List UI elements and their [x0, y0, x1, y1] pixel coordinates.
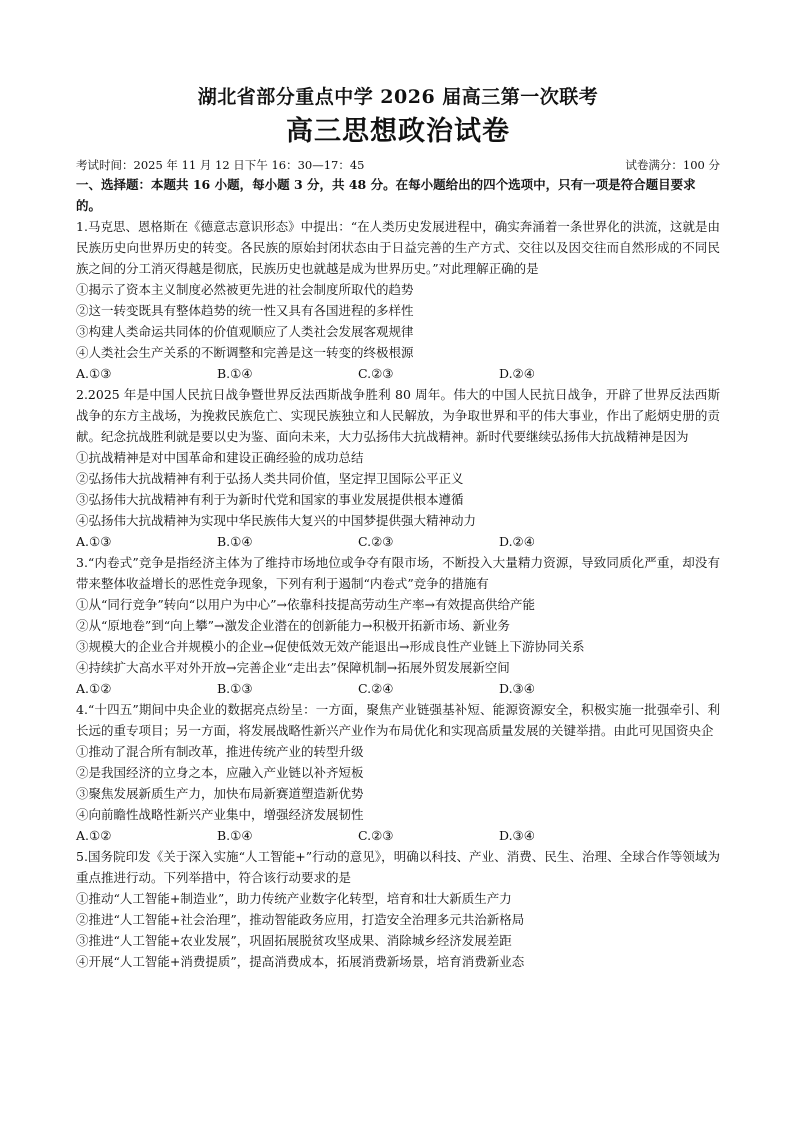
- question-stem: 3.“内卷式”竞争是指经济主体为了维持市场地位或争夺有限市场，不断投入大量精力资源，导致同质化严重，却没有带来整体收益增长的恶性竞争现象，下列有利于遏制“内卷式”竞争的措施有: [76, 555, 720, 591]
- answer-choice: B.①④: [217, 534, 253, 549]
- question-statement: ①揭示了资本主义制度必然被更先进的社会制度所取代的趋势: [76, 282, 414, 297]
- question-statement: ④开展“人工智能+消费提质”，提高消费成本，拓展消费新场景，培育消费新业态: [76, 954, 525, 969]
- question-block: [76, 699, 720, 846]
- question-block: [76, 384, 720, 552]
- question-stem: 5.国务院印发《关于深入实施“人工智能+”行动的意见》，明确以科技、产业、消费、民生、治理、全球合作等领域为重点推进行动。下列举措中，符合该行动要求的是: [76, 849, 720, 885]
- question-stem: 1.马克思、恩格斯在《德意志意识形态》中提出：“在人类历史发展进程中，确实奔涌着一条世界化的洪流，这就是由民族历史向世界历史的转变。各民族的原始封闭状态由于日益完善的生产方式、交往以及因交往而自然形成的不同民族之间的分工消灭得越是彻底，民族历史也就越是成为世界历史。”对此理解正确的是: [76, 219, 720, 276]
- exam-meta: [76, 156, 720, 174]
- answer-choice: C.②③: [358, 828, 394, 843]
- answer-choice: D.③④: [499, 681, 535, 696]
- question-block: [76, 846, 720, 972]
- answer-choice: A.①②: [76, 681, 112, 696]
- question-statement: ①推动了混合所有制改革，推进传统产业的转型升级: [76, 744, 364, 759]
- exam-subtitle: 高三思想政治试卷: [286, 116, 510, 147]
- answer-choice: C.②④: [358, 681, 394, 696]
- question-statement: ③推进“人工智能+农业发展”，巩固拓展脱贫攻坚成果、消除城乡经济发展差距: [76, 933, 512, 948]
- answer-choice: D.②④: [499, 534, 535, 549]
- answer-choice: C.②③: [358, 366, 394, 381]
- answer-choice: A.①③: [76, 366, 112, 381]
- full-score: 试卷满分：100 分: [625, 158, 720, 172]
- answer-choice: B.①④: [217, 828, 253, 843]
- question-statement: ④持续扩大高水平对外开放→完善企业“走出去”保障机制→拓展外贸发展新空间: [76, 660, 510, 675]
- question-statement: ③规模大的企业合并规模小的企业→促使低效无效产能退出→形成良性产业链上下游协同关系: [76, 639, 585, 654]
- question-statement: ①抗战精神是对中国革命和建设正确经验的成功总结: [76, 450, 364, 465]
- question-statement: ②是我国经济的立身之本，应融入产业链以补齐短板: [76, 765, 364, 780]
- question-statement: ③弘扬伟大抗战精神有利于为新时代党和国家的事业发展提供根本遵循: [76, 492, 464, 507]
- question-stem: 2.2025 年是中国人民抗日战争暨世界反法西斯战争胜利 80 周年。伟大的中国人民抗日战争，开辟了世界反法西斯战争的东方主战场，为挽救民族危亡、实现民族独立和人民解放，为争取世界和平的伟大事业，作出了彪炳史册的贡献。纪念抗战胜利就是要以史为鉴、面向未来，大力弘扬伟大抗战精神。新时代要继续弘扬伟大抗战精神是因为: [76, 387, 720, 444]
- question-statement: ④弘扬伟大抗战精神为实现中华民族伟大复兴的中国梦提供强大精神动力: [76, 513, 477, 528]
- answer-choice: A.①③: [76, 534, 112, 549]
- exam-time: 考试时间：2025 年 11 月 12 日下午 16：30—17：45: [76, 158, 365, 172]
- answer-choice: C.②③: [358, 534, 394, 549]
- question-statement: ④向前瞻性战略性新兴产业集中，增强经济发展韧性: [76, 807, 364, 822]
- answer-options: [76, 531, 720, 552]
- answer-choice: B.①③: [217, 681, 253, 696]
- question-statement: ①推动“人工智能+制造业”，助力传统产业数字化转型，培育和壮大新质生产力: [76, 891, 512, 906]
- answer-choice: B.①④: [217, 366, 253, 381]
- exam-title: 湖北省部分重点中学 2026 届高三第一次联考: [197, 86, 599, 108]
- question-statement: ①从“同行竞争”转向“以用户为中心”→依靠科技提高劳动生产率→有效提高供给产能: [76, 597, 536, 612]
- question-statement: ③构建人类命运共同体的价值观顺应了人类社会发展客观规律: [76, 324, 414, 339]
- question-statement: ②推进“人工智能+社会治理”，推动智能政务应用，打造安全治理多元共治新格局: [76, 912, 525, 927]
- question-stem: 4.“十四五”期间中央企业的数据亮点纷呈：一方面，聚焦产业链强基补短、能源资源安全，积极实施一批强牵引、利长远的重专项目；另一方面，将发展战略性新兴产业作为布局优化和实现高质量发展的关键举措。由此可见国资央企: [76, 702, 720, 738]
- question-statement: ②这一转变既具有整体趋势的统一性又具有各国进程的多样性: [76, 303, 414, 318]
- answer-choice: D.②④: [499, 366, 535, 381]
- question-block: [76, 216, 720, 384]
- exam-page: [76, 84, 720, 972]
- answer-options: [76, 825, 720, 846]
- answer-choice: A.①②: [76, 828, 112, 843]
- question-statement: ②弘扬伟大抗战精神有利于弘扬人类共同价值，坚定捍卫国际公平正义: [76, 471, 464, 486]
- answer-choice: D.③④: [499, 828, 535, 843]
- section-heading: 一、选择题：本题共 16 小题，每小题 3 分，共 48 分。在每小题给出的四个选项中，只有一项是符合题目要求的。: [76, 177, 696, 213]
- question-block: [76, 552, 720, 699]
- question-statement: ②从“原地卷”到“向上攀”→激发企业潜在的创新能力→积极开拓新市场、新业务: [76, 618, 511, 633]
- question-list: [76, 216, 720, 972]
- answer-options: [76, 363, 720, 384]
- question-statement: ③聚焦发展新质生产力，加快布局新赛道塑造新优势: [76, 786, 364, 801]
- question-statement: ④人类社会生产关系的不断调整和完善是这一转变的终极根源: [76, 345, 414, 360]
- answer-options: [76, 678, 720, 699]
